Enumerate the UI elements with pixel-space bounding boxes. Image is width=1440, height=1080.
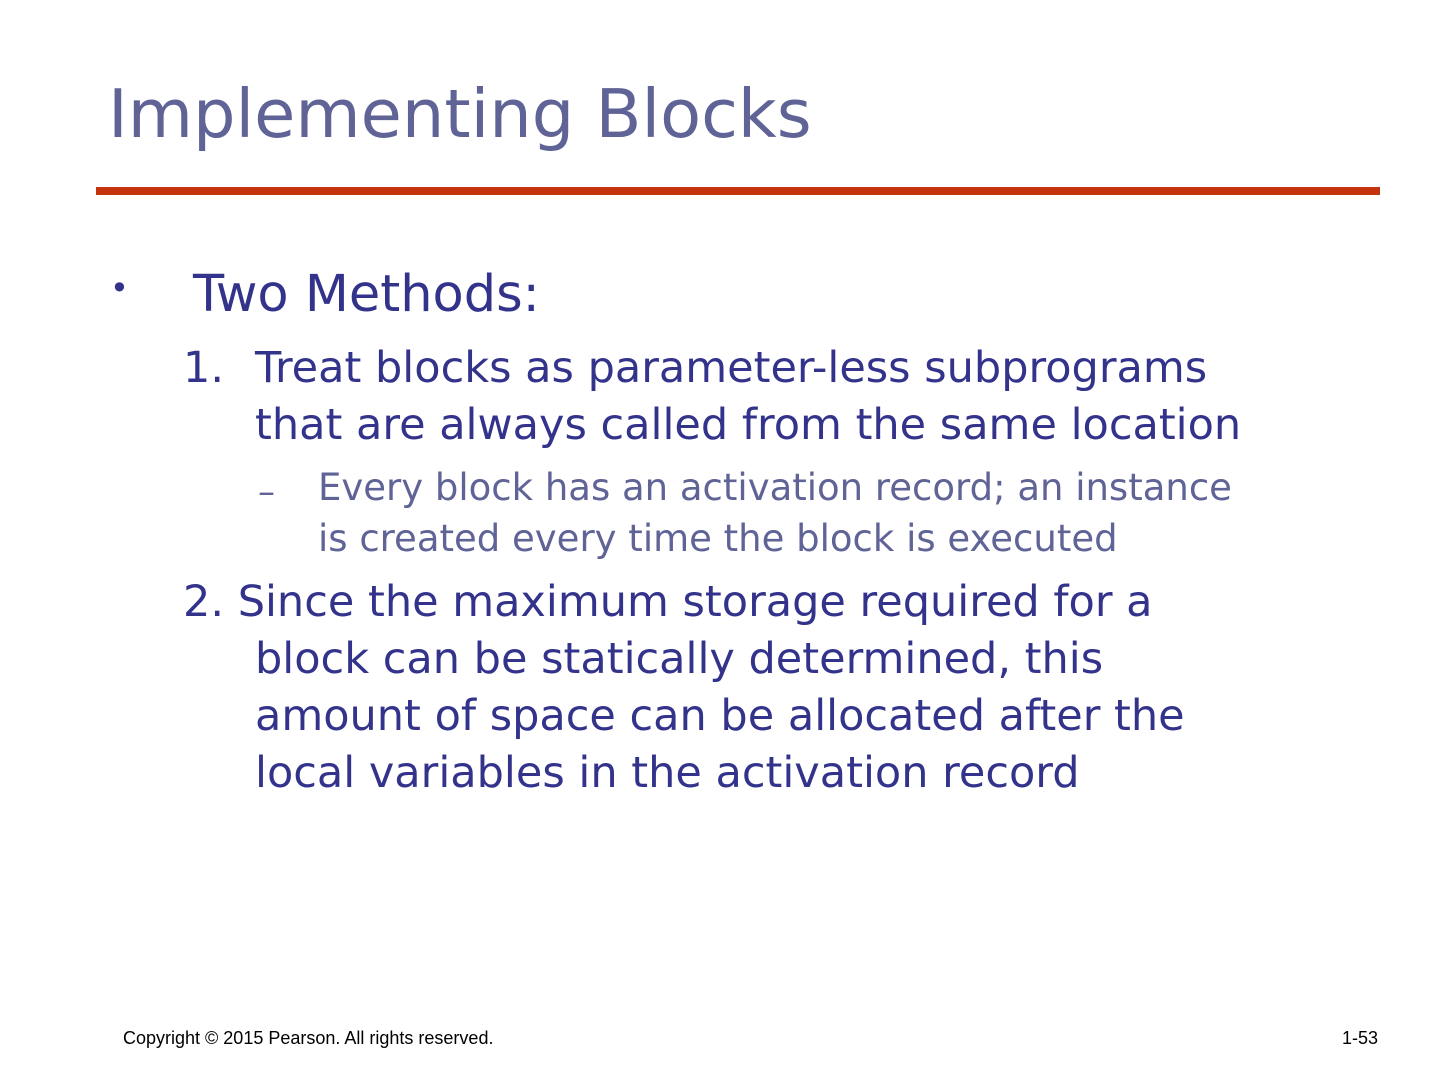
bullet-marker: • (110, 269, 129, 307)
sub-bullet-marker: – (258, 472, 275, 512)
item-1-line-1: Treat blocks as parameter-less subprograms (255, 343, 1208, 393)
sub-item-line-1: Every block has an activation record; an instance (318, 466, 1232, 509)
item-2-line-4: local variables in the activation record (255, 748, 1080, 798)
page-number: 1-53 (1341, 1028, 1378, 1048)
item-1-line-2: that are always called from the same location (255, 400, 1242, 450)
sub-item (318, 462, 1398, 564)
item-2 (183, 574, 1313, 802)
item-2-line-2: block can be statically determined, this (255, 634, 1104, 684)
item-1-number: 1. (183, 343, 225, 393)
slide-title: Implementing Blocks (108, 75, 812, 153)
bullet-text: Two Methods: (193, 265, 540, 324)
copyright-notice: Copyright © 2015 Pearson. All rights reserved. (123, 1028, 494, 1048)
item-2-line-3: amount of space can be allocated after the (255, 691, 1185, 741)
sub-item-line-2: is created every time the block is executed (318, 517, 1118, 560)
item-2-line-1: 2. Since the maximum storage required for a (183, 577, 1153, 627)
